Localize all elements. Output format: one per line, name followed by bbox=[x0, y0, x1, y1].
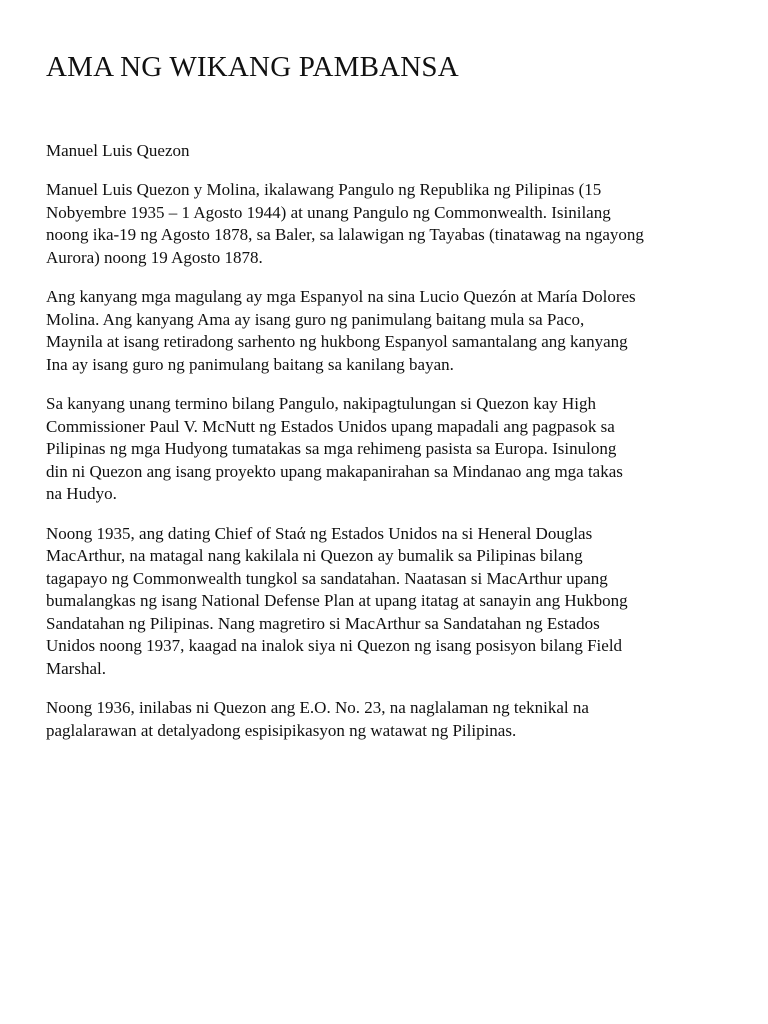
paragraph-3 bbox=[46, 393, 736, 506]
paragraph-4 bbox=[46, 523, 736, 681]
paragraph-1 bbox=[46, 179, 736, 269]
paragraph-line: Manuel Luis Quezon y Molina, ikalawang Pangulo ng Republika ng Pilipinas (15 bbox=[46, 180, 602, 199]
paragraph-line: noong ika-19 ng Agosto 1878, sa Baler, sa lalawigan ng Tayabas (tinatawag na ngayong bbox=[46, 225, 644, 244]
paragraph-line: Unidos noong 1937, kaagad na inalok siya ni Quezon ng isang posisyon bilang Field bbox=[46, 636, 623, 655]
paragraph-5 bbox=[46, 697, 736, 742]
paragraph-line: bumalangkas ng isang National Defense Plan at upang itatag at sanayin ang Hukbong bbox=[46, 591, 628, 610]
page-title: AMA NG WIKANG PAMBANSA bbox=[46, 51, 459, 83]
document-subtitle: Manuel Luis Quezon bbox=[46, 141, 190, 160]
paragraph-line: Nobyembre 1935 – 1 Agosto 1944) at unang Pangulo ng Commonwealth. Isinilang bbox=[46, 202, 611, 222]
paragraph-line: MacArthur, na matagal nang kakilala ni Quezon ay bumalik sa Pilipinas bilang bbox=[46, 546, 583, 565]
paragraph-line: Pilipinas ng mga Hudyong tumatakas sa mga rehimeng pasista sa Europa. Isinulong bbox=[46, 439, 617, 458]
paragraph-line: na Hudyo. bbox=[46, 484, 117, 503]
paragraph-line: tagapayo ng Commonwealth tungkol sa sandatahan. Naatasan si MacArthur upang bbox=[46, 568, 608, 588]
paragraph-line: Noong 1935, ang dating Chief of Staά ng Estados Unidos na si Heneral Douglas bbox=[46, 523, 593, 543]
paragraph-line: Commissioner Paul V. McNutt ng Estados Unidos upang mapadali ang pagpasok sa bbox=[46, 416, 615, 436]
paragraph-line: Ina ay isang guro ng panimulang baitang sa kanilang bayan. bbox=[46, 354, 454, 374]
paragraph-line: Maynila at isang retiradong sarhento ng hukbong Espanyol samantalang ang kanyang bbox=[46, 332, 628, 351]
paragraph-line: Molina. Ang kanyang Ama ay isang guro ng panimulang baitang mula sa Paco, bbox=[46, 309, 585, 329]
paragraph-line: din ni Quezon ang isang proyekto upang makapanirahan sa Mindanao ang mga takas bbox=[46, 461, 623, 481]
paragraph-line: paglalarawan at detalyadong espisipikasyon ng watawat ng Pilipinas. bbox=[46, 720, 517, 740]
paragraph-2 bbox=[46, 286, 736, 376]
paragraph-line: Sa kanyang unang termino bilang Pangulo, nakipagtulungan si Quezon kay High bbox=[46, 394, 597, 413]
paragraph-line: Sandatahan ng Pilipinas. Nang magretiro si MacArthur sa Sandatahan ng Estados bbox=[46, 613, 600, 633]
paragraph-line: Ang kanyang mga magulang ay mga Espanyol na sina Lucio Quezón at María Dolores bbox=[46, 287, 636, 306]
paragraph-line: Noong 1936, inilabas ni Quezon ang E.O. No. 23, na naglalaman ng teknikal na bbox=[46, 698, 589, 717]
paragraph-line: Aurora) noong 19 Agosto 1878. bbox=[46, 247, 263, 267]
paragraph-line: Marshal. bbox=[46, 658, 106, 678]
